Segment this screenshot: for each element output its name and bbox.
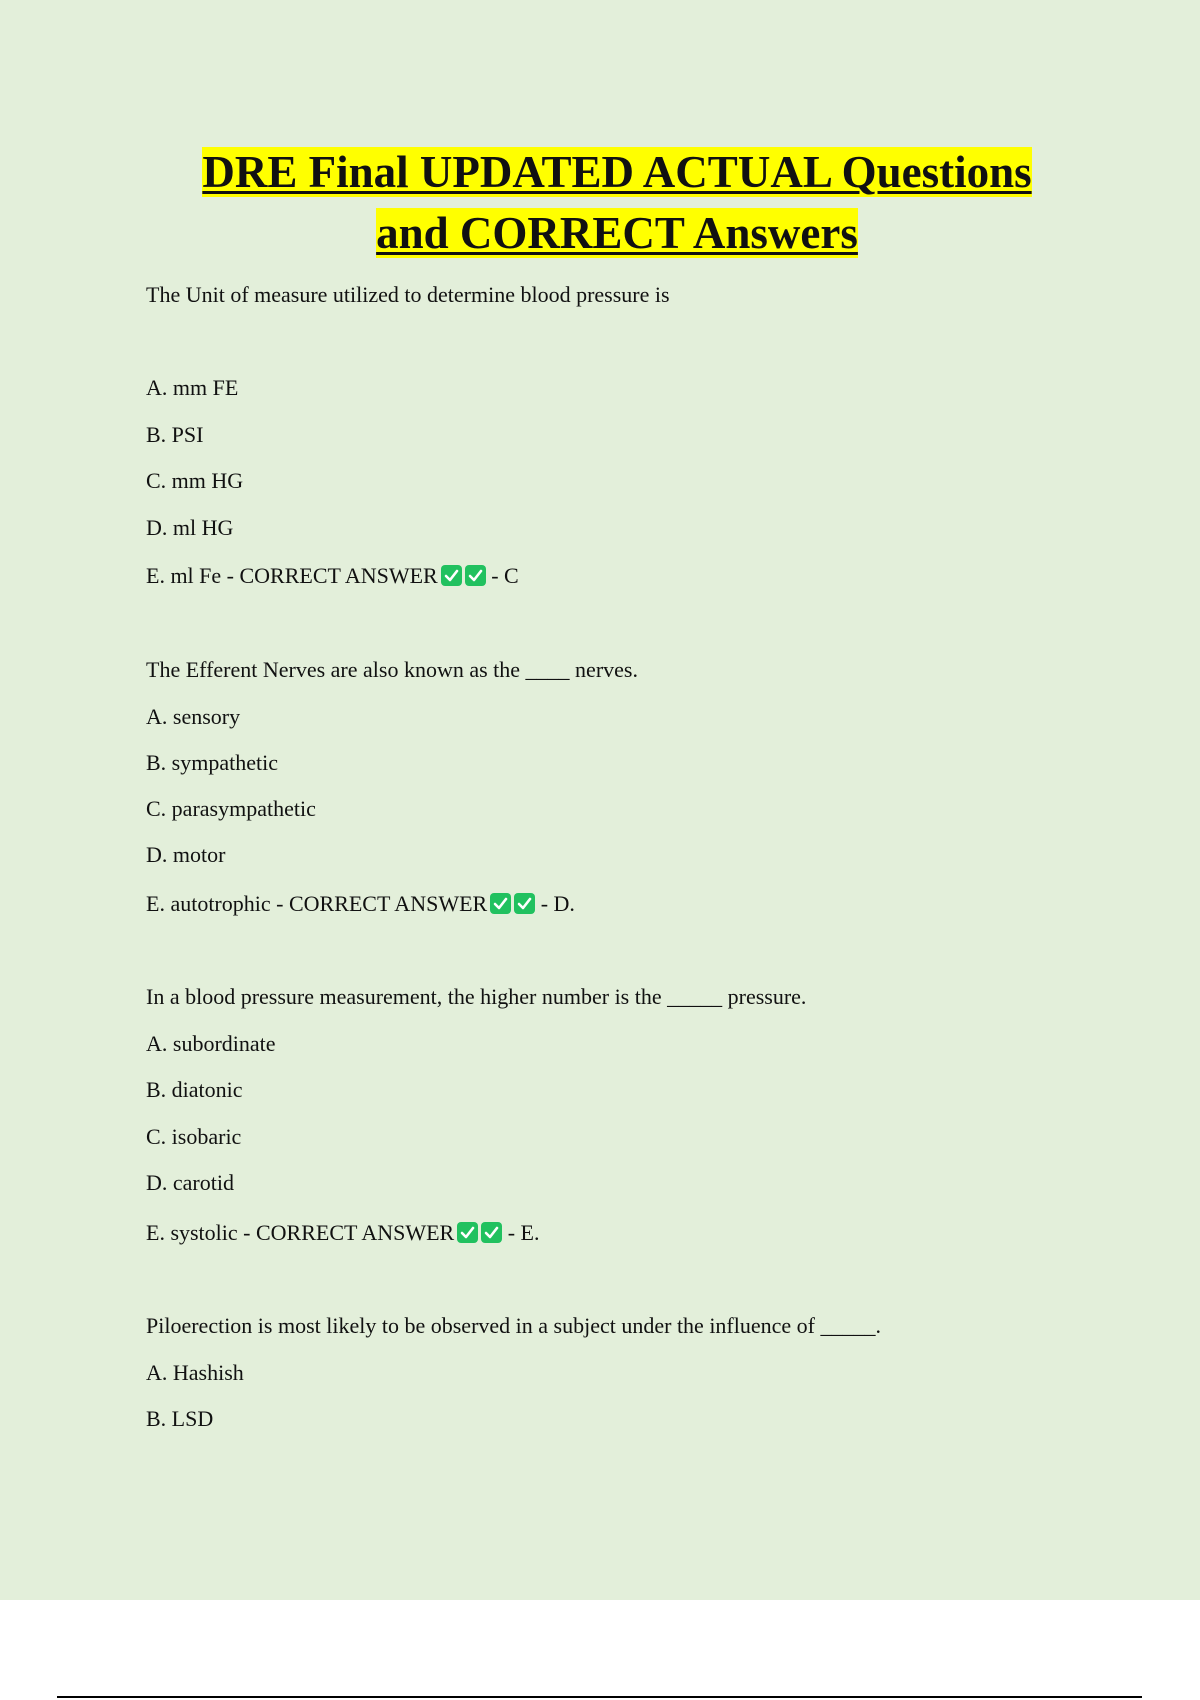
question-3-option-c: C. isobaric	[146, 1124, 242, 1149]
check-mark-icon	[457, 1222, 478, 1243]
question-3-option-e	[146, 1219, 540, 1247]
question-1-option-b: B. PSI	[146, 422, 204, 447]
question-2-option-a: A. sensory	[146, 704, 241, 729]
question-2-option-d: D. motor	[146, 842, 226, 867]
question-3-option-d: D. carotid	[146, 1170, 234, 1195]
check-mark-icon	[490, 893, 511, 914]
question-2-option-c: C. parasympathetic	[146, 796, 316, 821]
question-4-option-a: A. Hashish	[146, 1360, 244, 1385]
title-line-1: DRE Final UPDATED ACTUAL Questions	[202, 147, 1032, 197]
question-1-answer: - C	[485, 563, 519, 588]
question-2-option-e-text: E. autotrophic - CORRECT ANSWER	[146, 891, 488, 916]
check-mark-icon	[465, 565, 486, 586]
question-3-option-e-text: E. systolic - CORRECT ANSWER	[146, 1220, 455, 1245]
question-2-answer: - D.	[535, 891, 575, 916]
title-line-2: and CORRECT Answers	[376, 208, 858, 258]
footer-rule	[57, 1696, 1142, 1698]
question-2-option-e	[146, 890, 575, 918]
question-1-option-c: C. mm HG	[146, 468, 244, 493]
question-2-stem: The Efferent Nerves are also known as the ____ nerves.	[146, 657, 638, 682]
question-4-option-b: B. LSD	[146, 1406, 214, 1431]
check-mark-icon	[481, 1222, 502, 1243]
document-title	[0, 142, 1200, 264]
question-1-option-d: D. ml HG	[146, 515, 234, 540]
check-mark-icon	[514, 893, 535, 914]
question-2-option-b: B. sympathetic	[146, 750, 278, 775]
question-1-option-e-text: E. ml Fe - CORRECT ANSWER	[146, 563, 438, 588]
question-1-option-e	[146, 562, 519, 590]
question-1-stem: The Unit of measure utilized to determine blood pressure is	[146, 282, 670, 307]
question-3-option-b: B. diatonic	[146, 1077, 243, 1102]
question-3-answer: - E.	[502, 1220, 540, 1245]
question-3-option-a: A. subordinate	[146, 1031, 276, 1056]
question-3-stem: In a blood pressure measurement, the higher number is the _____ pressure.	[146, 984, 807, 1009]
check-mark-icon	[441, 565, 462, 586]
question-1-option-a: A. mm FE	[146, 375, 239, 400]
question-4-stem: Piloerection is most likely to be observed in a subject under the influence of _____.	[146, 1313, 881, 1338]
